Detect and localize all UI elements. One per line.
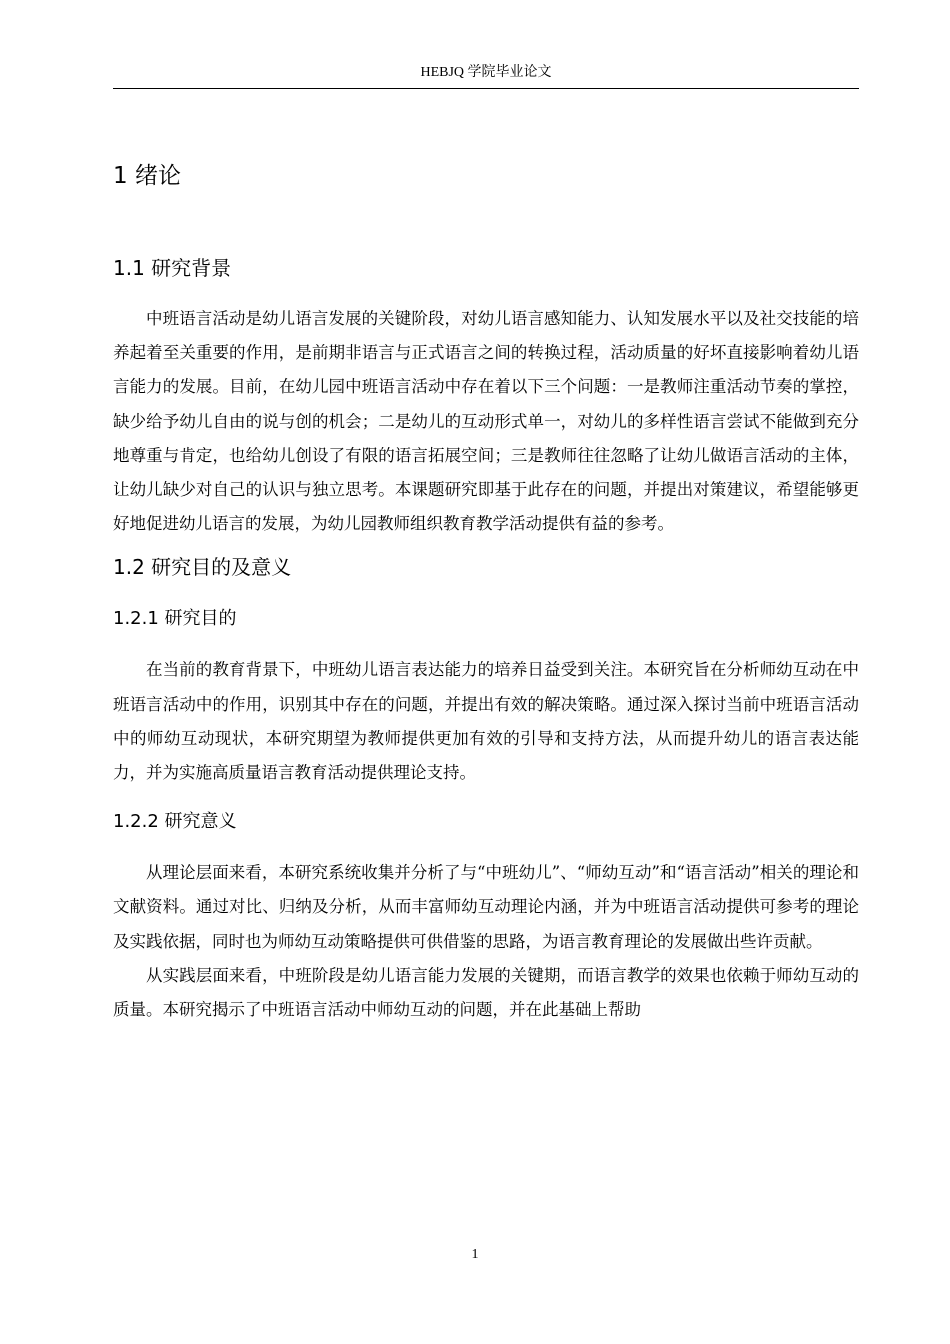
paragraph-background: 中班语言活动是幼儿语言发展的关键阶段，对幼儿语言感知能力、认知发展水平以及社交技能的培养起着至关重要的作用，是前期非语言与正式语言之间的转换过程，活动质量的好坏直接影响着幼儿语言能力的发展。目前，在幼儿园中班语言活动中存在着以下三个问题：一是教师注重活动节奏的掌控，缺少给予幼儿自由的说与创的机会；二是幼儿的互动形式单一，对幼儿的多样性语言尝试不能做到充分地尊重与肯定，也给幼儿创设了有限的语言拓展空间；三是教师往往忽略了让幼儿做语言活动的主体，让幼儿缺少对自己的认识与独立思考。本课题研究即基于此存在的问题，并提出对策建议，希望能够更好地促进幼儿语言的发展，为幼儿园教师组织教育教学活动提供有益的参考。	[113, 309, 859, 534]
paragraph-significance-theory: 从理论层面来看，本研究系统收集并分析了与“中班幼儿”、“师幼互动”和“语言活动”相关的理论和文献资料。通过对比、归纳及分析，从而丰富师幼互动理论内涵，并为中班语言活动提供可参考的理论及实践依据，同时也为师幼互动策略提供可供借鉴的思路，为语言教育理论的发展做出些许贡献。	[113, 863, 859, 951]
spacer	[113, 202, 859, 248]
section-heading-1-2: 1.2 研究目的及意义	[113, 555, 292, 580]
spacer	[113, 288, 859, 302]
paragraph-significance-practice: 从实践层面来看，中班阶段是幼儿语言能力发展的关键期，而语言教学的效果也依赖于师幼互动的质量。本研究揭示了中班语言活动中师幼互动的问题，并在此基础上帮助	[113, 965, 859, 1020]
section-heading-1-2-1: 1.2.1 研究目的	[113, 608, 237, 630]
document-body	[113, 150, 859, 1027]
paragraph-purpose: 在当前的教育背景下，中班幼儿语言表达能力的培养日益受到关注。本研究旨在分析师幼互动在中班语言活动中的作用，识别其中存在的问题，并提出有效的解决策略。通过深入探讨当前中班语言活动中的师幼互动现状，本研究期望为教师提供更加有效的引导和支持方法，从而提升幼儿的语言表达能力，并为实施高质量语言教育活动提供理论支持。	[113, 660, 859, 783]
section-heading-1-1: 1.1 研究背景	[113, 256, 232, 280]
page-number: 1	[471, 1247, 479, 1262]
spacer	[113, 790, 859, 802]
section-heading-1-2-2: 1.2.2 研究意义	[113, 811, 237, 833]
header-title: HEBJQ 学院毕业论文	[420, 65, 552, 80]
spacer	[113, 842, 859, 856]
spacer	[113, 639, 859, 653]
spacer	[113, 587, 859, 599]
chapter-title: 1 绪论	[113, 163, 181, 189]
page-header	[113, 62, 859, 89]
